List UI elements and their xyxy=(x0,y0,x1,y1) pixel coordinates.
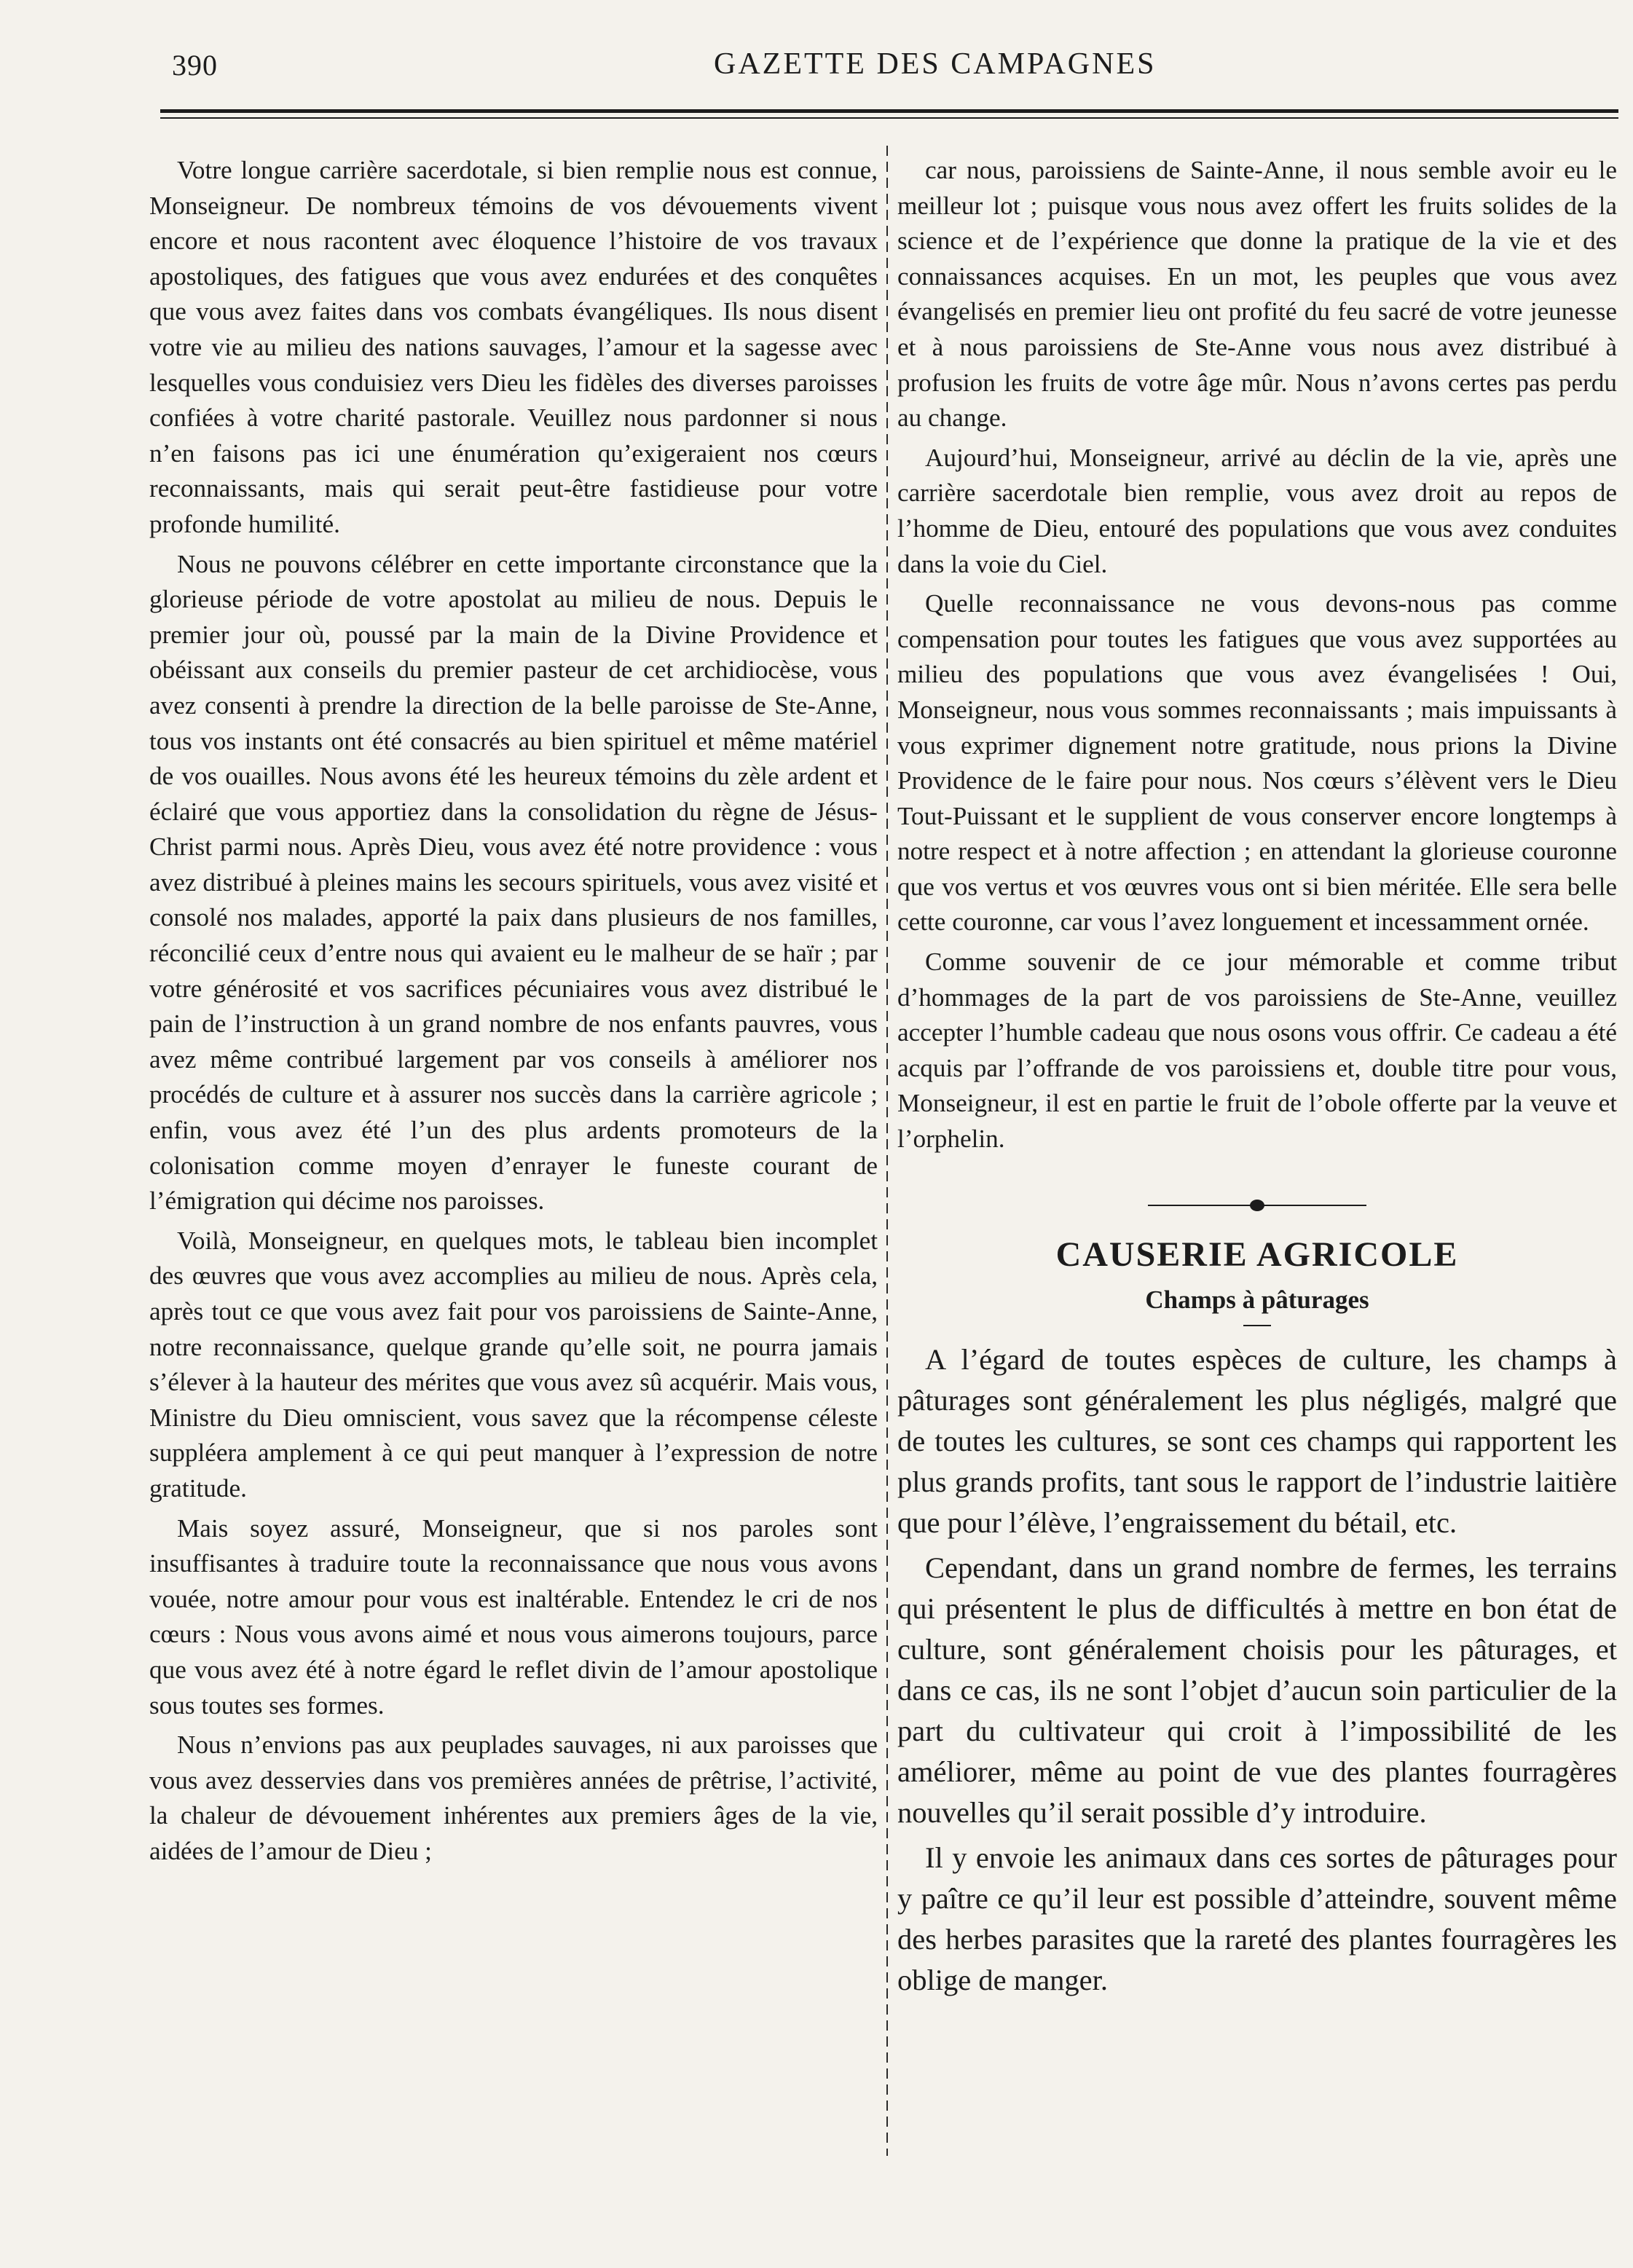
section-subtitle: Champs à pâturages xyxy=(1145,1285,1369,1314)
running-title: GAZETTE DES CAMPAGNES xyxy=(714,47,1157,81)
paragraph: Quelle reconnaissance ne vous devons-nous pas comme compensation pour toutes les fatigues que vous avez supportées au milieu des populations que vous avez évangelisées ! Oui, Monseigneur, nous vous sommes reconnaissants ; mais impuissants à vous exprimer dignement notre gratitude, nous prions la Divine Providence de le faire pour nous. Nos cœurs s’élèvent vers le Dieu Tout-Puissant et le supplient de vous conserver encore longtemps à notre respect et à notre affection ; en attendant la glorieuse couronne que vos vertus et vos œuvres vous ont si bien méritée. Elle sera belle cette couronne, car vous l’avez longuement et incessamment ornée. xyxy=(897,589,1617,937)
column-divider xyxy=(886,146,888,2156)
section-title: CAUSERIE AGRICOLE xyxy=(1055,1235,1459,1274)
paragraph: car nous, paroissiens de Sainte-Anne, il nous semble avoir eu le meilleur lot ; puisque vous nous avez offert les fruits solides de la science et de l’expérience que donne la pratique de la vie et des connaissances acquises. En un mot, les peuples que vous avez évangelisés en premier lieu ont profité du feu sacré de votre jeunesse et à nous paroissiens de Ste-Anne vous nous avez distribué à profusion les fruits de votre âge mûr. Nous n’avons certes pas perdu au change. xyxy=(897,156,1617,433)
paragraph: Voilà, Monseigneur, en quelques mots, le tableau bien incomplet des œuvres que vous avez accomplies au milieu de nous. Après cela, après tout ce que vous avez fait pour vos paroissiens de Sainte-Anne, notre reconnaissance, quelque grande qu’elle soit, ne pourra jamais s’élever à la hauteur des mérites que vous avez sû acquérir. Mais vous, Ministre du Dieu omniscient, vous savez que la récompense céleste suppléera amplement à ce qui peut manquer à l’expression de notre gratitude. xyxy=(149,1226,878,1503)
paragraph: Aujourd’hui, Monseigneur, arrivé au déclin de la vie, après une carrière sacerdotale bien remplie, vous avez droit au repos de l’homme de Dieu, entouré des populations que vous avez conduites dans la voie du Ciel. xyxy=(897,443,1617,578)
right-column xyxy=(897,153,1617,2001)
page-header xyxy=(0,0,1633,124)
left-column xyxy=(149,153,878,1870)
paragraph: Nous ne pouvons célébrer en cette importante circonstance que la glorieuse période de votre apostolat au milieu de nous. Depuis le premier jour où, poussé par la main de la Divine Providence et obéissant aux conseils du premier pasteur de cet archidiocèse, vous avez consenti à prendre la direction de la belle paroisse de Ste-Anne, tous vos instants ont été consacrés au bien spirituel et même matériel de vos ouailles. Nous avons été les heureux témoins du zèle ardent et éclairé que vous apportiez dans la consolidation du règne de Jésus-Christ parmi nous. Après Dieu, vous avez été notre providence : vous avez distribué à pleines mains les secours spirituels, vous avez visité et consolé nos malades, apporté la paix dans plusieurs de nos familles, réconcilié ceux d’entre nous qui avaient eu le malheur de se haïr ; par votre générosité et vos sacrifices pécuniaires vous avez distribué le pain de l’instruction à un grand nombre de nos enfants pauvres, vous avez même contribué largement par vos conseils à améliorer nos procédés de culture et à assurer nos succès dans la carrière agricole ; enfin, vous avez été l’un des plus ardents promoteurs de la colonisation comme moyen d’enrayer le funeste courant de l’émigration qui décime nos paroisses. xyxy=(149,549,878,1216)
section-ornament xyxy=(1148,1200,1366,1211)
header-rule xyxy=(160,109,1618,113)
page-number: 390 xyxy=(172,49,218,82)
paragraph: Il y envoie les animaux dans ces sortes de pâturages pour y paître ce qu’il leur est possible d’atteindre, souvent même des herbes parasites que la rareté des plantes fourragères les oblige de manger. xyxy=(897,1840,1617,1996)
paragraph: Comme souvenir de ce jour mémorable et comme tribut d’hommages de la part de vos paroissiens de Ste-Anne, veuillez accepter l’humble cadeau que nous osons vous offrir. Ce cadeau a été acquis par l’offrande de vos paroissiens et, double titre pour vous, Monseigneur, il est en partie le fruit de l’obole offerte par la veuve et l’orphelin. xyxy=(897,948,1617,1154)
paragraph: Cependant, dans un grand nombre de fermes, les terrains qui présentent le plus de difficultés à mettre en bon état de culture, sont généralement choisis pour les pâturages, et dans ce cas, ils ne sont l’objet d’aucun soin particulier de la part du cultivateur qui croit à l’impossibilité de les améliorer, même au point de vue des plantes fourragères nouvelles qu’il serait possible d’y introduire. xyxy=(897,1551,1617,1829)
header-rule-thin xyxy=(160,117,1618,119)
paragraph: A l’égard de toutes espèces de culture, les champs à pâturages sont généralement les plus négligés, malgré que de toutes les cultures, se sont ces champs qui rapportent les plus grands profits, tant sous le rapport de l’industrie laitière que pour l’élève, l’engraissement du bétail, etc. xyxy=(897,1342,1617,1539)
ornament-dot xyxy=(1250,1200,1264,1211)
paragraph: Nous n’envions pas aux peuplades sauvages, ni aux paroisses que vous avez desservies dans vos premières années de prêtrise, l’activité, la chaleur de dévouement inhérentes aux premiers âges de la vie, aidées de l’amour de Dieu ; xyxy=(149,1730,878,1865)
subtitle-rule xyxy=(1243,1325,1271,1326)
paragraph: Mais soyez assuré, Monseigneur, que si nos paroles sont insuffisantes à traduire toute la reconnaissance que nous vous avons vouée, notre amour pour vous est inaltérable. Entendez le cri de nos cœurs : Nous vous avons aimé et nous vous aimerons toujours, parce que vous avez été à notre égard le reflet divin de l’amour apostolique sous toutes ses formes. xyxy=(149,1513,878,1720)
paragraph: Votre longue carrière sacerdotale, si bien remplie nous est connue, Monseigneur. De nombreux témoins de vos dévouements vivent encore et nous racontent avec éloquence l’histoire de vos travaux apostoliques, des fatigues que vous avez endurées et des conquêtes que vous avez faites dans vos combats évangéliques. Ils nous disent votre vie au milieu des nations sauvages, l’amour et la sagesse avec lesquelles vous conduisiez vers Dieu les fidèles des diverses paroisses confiées à votre charité pastorale. Veuillez nous pardonner si nous n’en faisons pas ici une énumération qu’exigeraient nos cœurs reconnaissants, mais qui serait peut-être fastidieuse pour votre profonde humilité. xyxy=(149,156,878,538)
